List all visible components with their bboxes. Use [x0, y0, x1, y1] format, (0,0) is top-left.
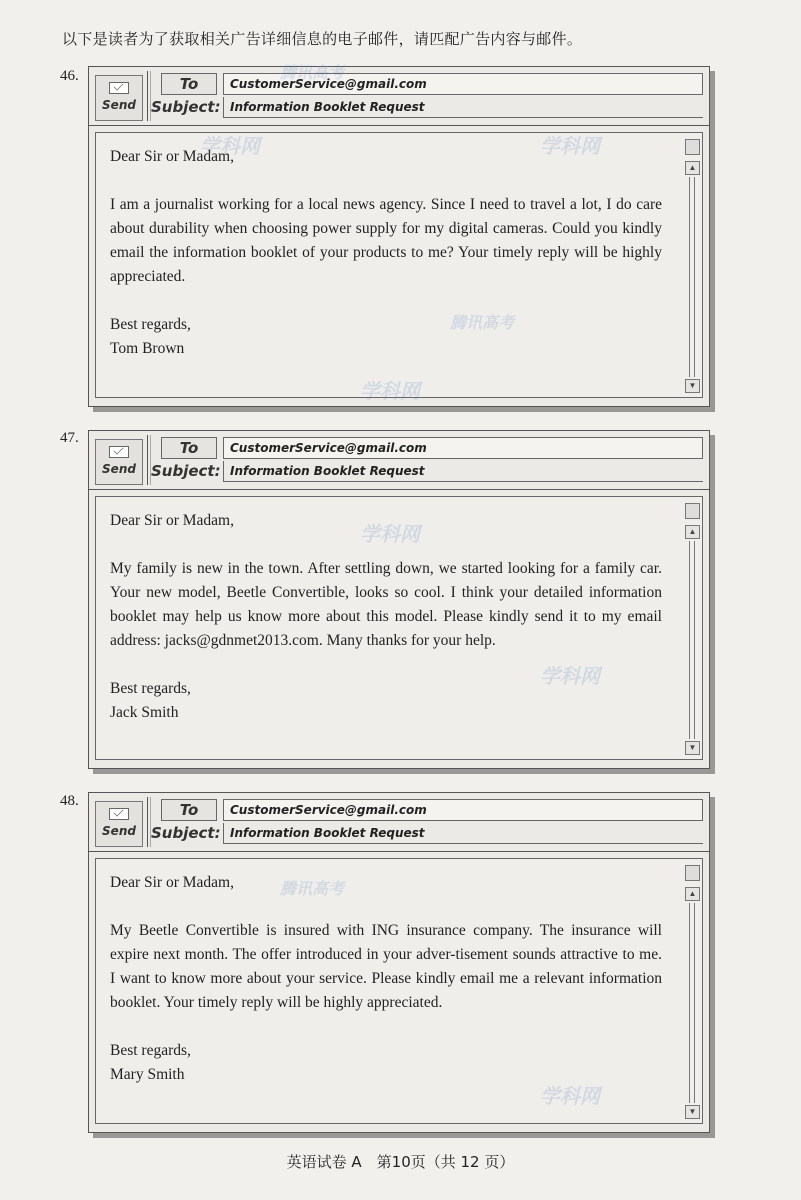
send-button[interactable]: [95, 439, 143, 485]
to-field[interactable]: CustomerService@gmail.com: [223, 73, 703, 95]
scroll-track[interactable]: [689, 177, 695, 377]
question-number: 47.: [60, 430, 79, 446]
email-body[interactable]: [95, 858, 703, 1124]
scroll-track[interactable]: [689, 903, 695, 1103]
email-body[interactable]: [95, 132, 703, 398]
email-body[interactable]: [95, 496, 703, 760]
email-signature: Mary Smith: [110, 1066, 185, 1083]
to-button[interactable]: To: [161, 799, 217, 821]
watermark-xueke: 学科网: [360, 379, 420, 403]
email-body-text: My Beetle Convertible is insured with ING insurance company. The insurance will expire next month. The offer introduced in your adver-tisement sounds attractive to me. I want to know more about your service. Please kindly email me a relevant information booklet. Your timely reply will be highly appreciated.: [110, 922, 662, 1011]
subject-field[interactable]: Information Booklet Request: [223, 461, 703, 482]
subject-label: Subject:: [151, 462, 221, 480]
watermark-xueke: 学科网: [540, 664, 600, 688]
scrollbar[interactable]: [684, 499, 700, 757]
envelope-icon: [109, 82, 129, 94]
scroll-track[interactable]: [689, 541, 695, 739]
email-greeting: Dear Sir or Madam,: [110, 874, 234, 891]
to-button[interactable]: To: [161, 437, 217, 459]
watermark-xueke: 学科网: [360, 522, 420, 546]
email-signature: Jack Smith: [110, 704, 179, 721]
subject-field[interactable]: Information Booklet Request: [223, 97, 703, 118]
subject-label: Subject:: [151, 824, 221, 842]
scroll-down-icon[interactable]: ▼: [685, 379, 700, 393]
watermark-xueke: 学科网: [540, 134, 600, 158]
question-number: 48.: [60, 793, 79, 809]
question-number: 46.: [60, 68, 79, 84]
email-body-text: I am a journalist working for a local news agency. Since I need to travel a lot, I do care about durability when choosing power supply for my digital cameras. Could you kindly email the information booklet of your products to me? Your timely reply will be highly appreciated.: [110, 196, 662, 285]
to-field[interactable]: CustomerService@gmail.com: [223, 799, 703, 821]
scrollbar[interactable]: [684, 135, 700, 395]
send-button[interactable]: [95, 75, 143, 121]
email-header: [89, 67, 709, 126]
send-button-label: Send: [102, 824, 136, 838]
email-signature: Tom Brown: [110, 340, 185, 357]
email-closing: Best regards,: [110, 316, 191, 333]
send-button-label: Send: [102, 98, 136, 112]
scroll-down-icon[interactable]: ▼: [685, 741, 700, 755]
watermark-tencent: 腾讯高考: [280, 879, 345, 898]
scrollbar[interactable]: [684, 861, 700, 1121]
envelope-icon: [109, 808, 129, 820]
to-field[interactable]: CustomerService@gmail.com: [223, 437, 703, 459]
email-header: [89, 431, 709, 490]
scroll-up-icon[interactable]: ▲: [685, 887, 700, 901]
scroll-corner-icon: [685, 503, 700, 519]
email-greeting: Dear Sir or Madam,: [110, 148, 234, 165]
scroll-down-icon[interactable]: ▼: [685, 1105, 700, 1119]
envelope-icon: [109, 446, 129, 458]
subject-field[interactable]: Information Booklet Request: [223, 823, 703, 844]
email-body-text: My family is new in the town. After settling down, we started looking for a family car. Your new model, Beetle Convertible, looks so cool. I think your detailed information booklet may help us know more about this model. Please kindly send it to my email address: jacks@gdnmet2013.com. Many thanks for your help.: [110, 560, 662, 649]
watermark-xueke: 学科网: [540, 1084, 600, 1108]
watermark-tencent: 腾讯高考: [450, 313, 515, 332]
email-window: [88, 430, 710, 769]
email-header: [89, 793, 709, 852]
page-footer: 英语试卷 A 第10页（共 12 页）: [286, 1153, 515, 1171]
send-button[interactable]: [95, 801, 143, 847]
to-button[interactable]: To: [161, 73, 217, 95]
subject-label: Subject:: [151, 98, 221, 116]
scroll-up-icon[interactable]: ▲: [685, 161, 700, 175]
scroll-up-icon[interactable]: ▲: [685, 525, 700, 539]
email-window: [88, 792, 710, 1133]
watermark-tencent: 腾讯高考: [280, 63, 345, 82]
email-closing: Best regards,: [110, 1042, 191, 1059]
scroll-corner-icon: [685, 865, 700, 881]
send-button-label: Send: [102, 462, 136, 476]
watermark-xueke: 学科网: [200, 134, 260, 158]
scroll-corner-icon: [685, 139, 700, 155]
instruction-text: 以下是读者为了获取相关广告详细信息的电子邮件，请匹配广告内容与邮件。: [62, 30, 583, 48]
email-greeting: Dear Sir or Madam,: [110, 512, 234, 529]
email-window: [88, 66, 710, 407]
email-closing: Best regards,: [110, 680, 191, 697]
